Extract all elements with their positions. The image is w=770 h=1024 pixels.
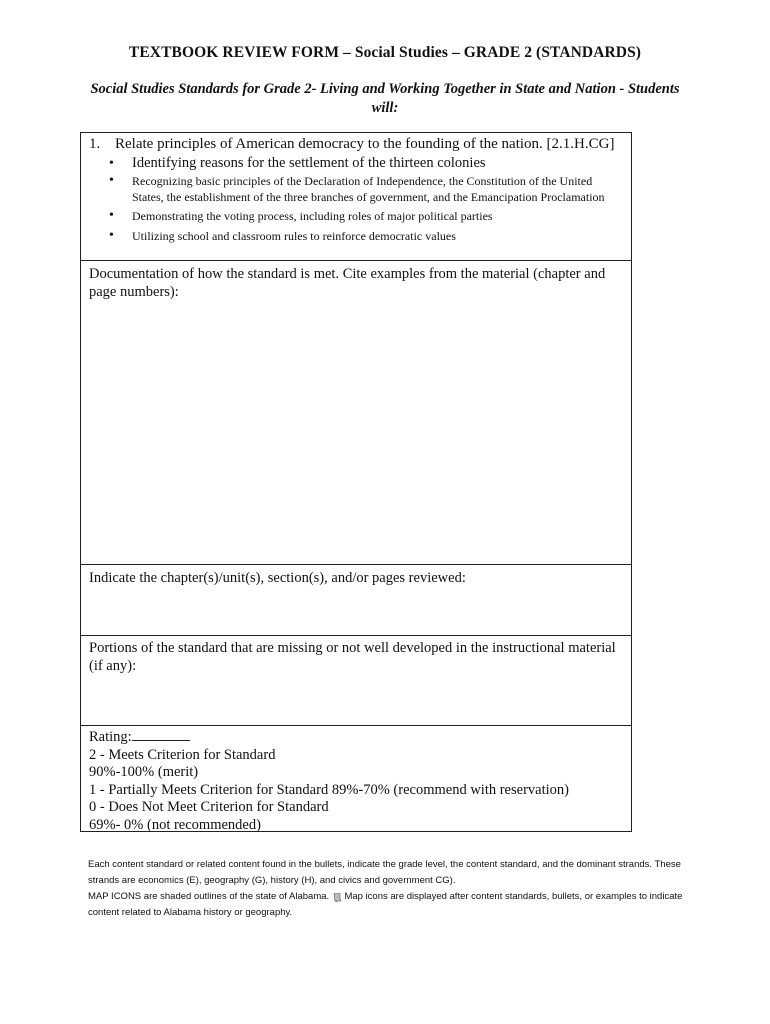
standard-section bbox=[81, 133, 631, 261]
footnote-map-icons-text: MAP ICONS are shaded outlines of the state of Alabama. bbox=[88, 891, 330, 902]
list-item: • Demonstrating the voting process, including roles of major political parties bbox=[105, 208, 625, 224]
standard-text: Relate principles of American democracy to the founding of the nation. [2.1.H.CG] bbox=[115, 136, 615, 152]
documentation-field[interactable] bbox=[81, 261, 631, 565]
form-subtitle: Social Studies Standards for Grade 2- Living and Working Together in State and Nation - Students will: bbox=[90, 81, 680, 116]
alabama-map-icon bbox=[332, 892, 342, 901]
missing-portions-label bbox=[89, 640, 629, 675]
rating-option: 2 - Meets Criterion for Standard bbox=[89, 746, 276, 763]
rating-blank-field[interactable] bbox=[132, 728, 190, 741]
standard-bullets bbox=[105, 155, 625, 247]
footnote-map-icons-text: Map icons are displayed after content standards, bullets, or examples to indicate content related to Alabama history or geography. bbox=[88, 891, 683, 918]
documentation-label: Documentation of how the standard is met. Cite examples from the material (chapter and page numbers): bbox=[89, 266, 606, 300]
footnote-strands: Each content standard or related content found in the bullets, indicate the grade level, the content standard, and the dominant strands. These strands are economics (E), geography (G), history (H), and civics and government CG). bbox=[88, 859, 681, 886]
standard-heading bbox=[89, 136, 614, 153]
footnote-map-icons bbox=[88, 889, 688, 921]
rating-option: 0 - Does Not Meet Criterion for Standard bbox=[89, 799, 329, 816]
chapters-field[interactable] bbox=[81, 565, 631, 636]
footnotes bbox=[88, 857, 688, 921]
rating-option: 1 - Partially Meets Criterion for Standard 89%-70% (recommend with reservation) bbox=[89, 781, 569, 798]
form-title: TEXTBOOK REVIEW FORM – Social Studies – GRADE 2 (STANDARDS) bbox=[128, 44, 642, 61]
list-item: • Identifying reasons for the settlement of the thirteen colonies bbox=[105, 155, 625, 172]
missing-portions-line: (if any): bbox=[89, 657, 137, 674]
rating-label: Rating: bbox=[89, 729, 132, 745]
rating-block bbox=[89, 728, 629, 835]
list-item: • Recognizing basic principles of the Declaration of Independence, the Constitution of the United States, the establishment of the three branches of government, and the Emancipation Proclamation bbox=[105, 173, 625, 205]
review-form-table bbox=[80, 132, 632, 832]
chapters-label: Indicate the chapter(s)/unit(s), section(s), and/or pages reviewed: bbox=[89, 570, 466, 586]
rating-option: 69%- 0% (not recommended) bbox=[89, 816, 261, 833]
missing-portions-line: Portions of the standard that are missing or not well developed in the instructional material bbox=[89, 640, 616, 656]
list-item: • Utilizing school and classroom rules to reinforce democratic values bbox=[105, 228, 625, 244]
rating-option: 90%-100% (merit) bbox=[89, 764, 199, 781]
missing-portions-field[interactable] bbox=[81, 636, 631, 726]
standard-number: 1. bbox=[89, 136, 101, 152]
rating-section bbox=[81, 726, 631, 832]
